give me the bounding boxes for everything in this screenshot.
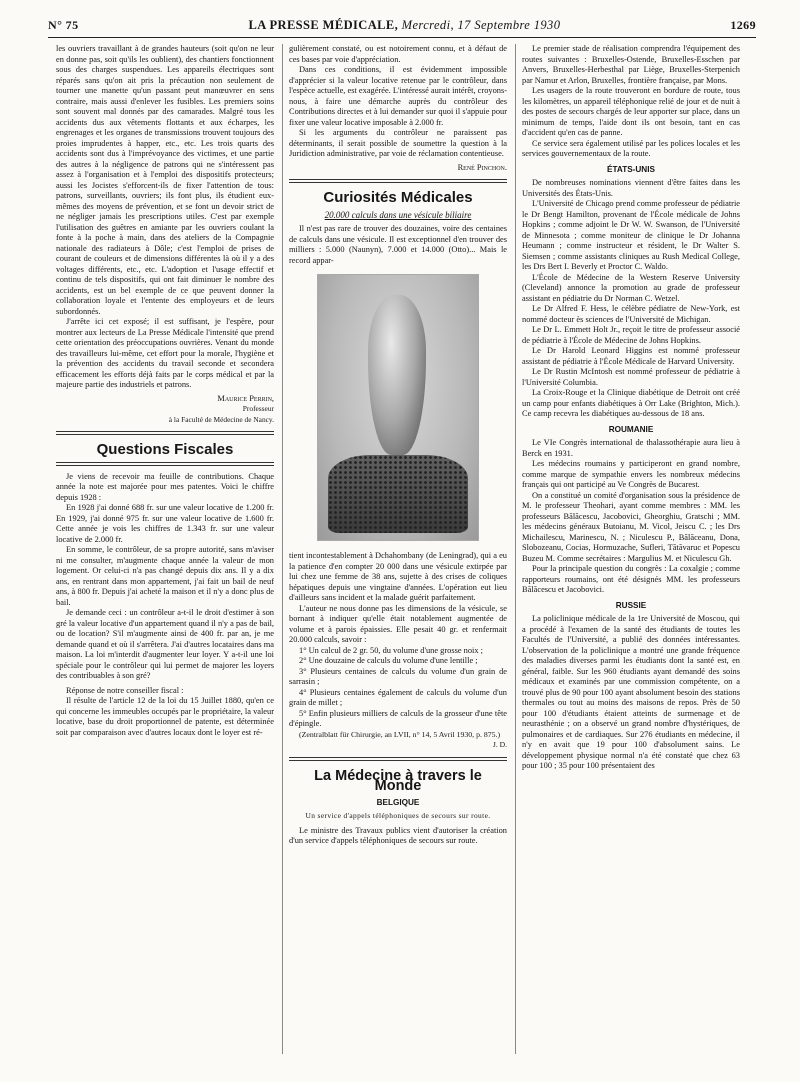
article-subtitle: Un service d'appels téléphoniques de secours sur route.	[305, 811, 491, 820]
paragraph: Le ministre des Travaux publics vient d'autoriser la création d'un service d'appels téléphoniques de secours sur route.	[289, 825, 507, 845]
paragraph: Les médecins roumains y participeront en grand nombre, comme marque de sympathie envers les nombreux médecins français qui ont participé au Ve Congrès de Bucarest.	[522, 459, 740, 489]
column-divider	[282, 44, 283, 1054]
journal-name: LA PRESSE MÉDICALE,	[248, 18, 399, 32]
country-heading: ROUMANIE	[608, 424, 654, 434]
paragraph: L'auteur ne nous donne pas les dimensions de la vésicule, se bornant à indiquer qu'elle était notablement augmentée de volume et à parois épaissies. Elle pesait 40 gr. et renfermait 20.000 calculs, savoir :	[289, 603, 507, 644]
list-item: 4° Plusieurs centaines également de calculs du volume d'un grain de millet ;	[289, 687, 507, 707]
large-calculus-image	[368, 295, 426, 455]
issue-date: Mercredi, 17 Septembre 1930	[401, 18, 561, 32]
paragraph: Réponse de notre conseiller fiscal :	[66, 685, 184, 695]
country-heading: ÉTATS-UNIS	[607, 164, 655, 174]
paragraph: Le Dr Rustin McIntosh est nommé professeur de pédiatrie à l'Université Columbia.	[522, 367, 740, 387]
paragraph: tient incontestablement à Dchahombany (de Leningrad), qui a eu la patience d'en compter 20 000 dans une vésicule extirpée par lui chez une femme de 38 ans, sujette à des crises de coliques hépatiques depuis une vingtaine d'années. L'opération eut lieu d'ailleurs sans incident et la malade guérit parfaitement.	[289, 551, 507, 602]
paragraph: L'École de Médecine de la Western Reserve University (Cleveland) annonce la promotion au grade de professeur assistant en pédiatrie du Dr Norman C. Wetzel.	[522, 272, 740, 303]
paragraph: On a constitué un comité d'organisation sous la présidence de M. le professeur Theohari, ayant comme membres : MM. les professeurs Bălăcescu, Jacobovici, Gheorghiu, Gratschi ; MM. les médecins généraux Butoianu, M. Vicol, Jeiscu C. ; les Drs Michailescu, Marinescu, N. ; Niculescu P., Bălăceanu, Dona, Slobozeanu, Cocias, Hormuzache, Sufleri, Tătăvaruc et Popescu Buzeu M. Comme secrétaires : Margulius M. et Niculescu Gh.	[522, 490, 740, 563]
list-item: 2° Une douzaine de calculs du volume d'une lentille ;	[299, 656, 478, 665]
paragraph: Pour la principale question du congrès : La coxalgie ; comme rapporteurs roumains, ont été désignés MM. les professeurs Bălăcescu et Jacobovici.	[522, 564, 740, 594]
citation: (Zentralblatt für Chirurgie, an LVII, n° 14, 5 Avril 1930, p. 875.)	[299, 729, 501, 739]
paragraph: La Croix-Rouge et la Clinique diabétique de Detroit ont créé un camp pour enfants diabétiques à Orr Lake (Brighton, Mich.). Ce camp recevra les diabétiques au-dessous de 18 ans.	[522, 388, 740, 418]
paragraph: Les usagers de la route trouveront en bordure de route, tous les kilomètres, un appareil téléphonique relié de jour et de nuit à des postes de secours chargés de leur apporter sur place, dans un minimum de temps, l'aide dont ils ont besoin, tant en cas d'accident qu'en cas de panne.	[522, 86, 740, 137]
paragraph: Le Dr Harold Leonard Higgins est nommé professeur assistant de pédiatrie à l'École Médicale de Harvard University.	[522, 346, 740, 366]
section-title-curiosites: Curiosités Médicales	[323, 189, 473, 206]
paragraph: En 1928 j'ai donné 688 fr. sur une valeur locative de 1.200 fr. En 1929, j'ai donné 975 fr. sur une valeur locative de 1.600 fr. Cette année je vois les chiffres de 1.343 fr. sur une valeur locative de 2.000 fr.	[56, 503, 274, 544]
header-rule	[48, 37, 756, 38]
country-heading: RUSSIE	[615, 600, 647, 610]
author-signature: René Pinchon.	[457, 162, 507, 172]
country-heading: BELGIQUE	[376, 797, 420, 807]
author-signature: Maurice Perrin,	[217, 393, 274, 403]
paragraph: Le VIe Congrès international de thalassothérapie aura lieu à Berck en 1931.	[522, 438, 740, 458]
list-item: 3° Plusieurs centaines de calculs du volume d'un grain de sarrasin ;	[289, 666, 507, 686]
column-divider	[515, 44, 516, 1054]
page-number: 1269	[730, 18, 756, 32]
paragraph: les ouvriers travaillant à de grandes hauteurs (soit qu'on ne leur en donne pas, soit qu'ils les oublient), des chantiers fonctionnent sous des charges suspendues. Les appareils électriques sont réparés sans qu'on ait pris la précaution non seulement de tourner une manette qu'un passant peut manœuvrer en sens contraire, mais aussi d'enlever les fusibles. Les premiers soins sont souvent mal donnés par des camarades. Malgré tous les accidents dus aux vêtements flottants et aux écharpes, les engrenages et les organes de transmissions trouvent toujours des proies imprudentes à happer, etc., etc. Les trois quarts des accidents sont dus à l'imprévoyance des victimes, et une partie des autres à la négligence de patrons qui ne s'intéressent pas assez à l'organisation et à l'emploi des dispositifs protecteurs; aussi les Jocistes s'efforcent-ils de fixer l'attention de tous: patrons, surveillants, ouvriers; ils font plus, ils étudient eux-mêmes des moyens de prévention, et se font un devoir strict de ne négliger jamais les prescriptions utiles. C'est par exemple l'utilisation des guêtres en amiante par les ouvriers coulant la fonte à la poche à main, dans des ateliers de la Compagnie nationale des radiateurs à Dôle; c'est l'emploi de prises de courant de couleurs et de dimensions différentes là où il y a des voltages différents, etc., etc. L'adoption et l'usage effectif et continu de tels dispositifs, qui ont fait diminuer le nombre des accidents, est un bel exemple de ce que peuvent donner la collaboration loyale et l'entente des employeurs et de leurs subordonnés.	[56, 44, 274, 316]
paragraph: En somme, le contrôleur, de sa propre autorité, sans m'aviser ni me consulter, m'augmente chaque année la valeur de mon logement. Or celui-ci n'a pas changé depuis dix ans. Il y a dix ans, en rentrant dans mon appartement, j'ai fait un bail de neuf ans, à 800 fr. Depuis j'ai acheté la maison et il n'y a donc plus de bail.	[56, 545, 274, 607]
paragraph: J'arrête ici cet exposé; il est suffisant, je l'espère, pour montrer aux lecteurs de La Presse Médicale l'intensité que prend cette orientation des préoccupations ouvrières. Venant du monde des travailleurs lui-même, cet effort pour la morale, l'hygiène et la prévention des accidents du travail seconde et secondera efficacement les efforts déjà faits par le corps médical et par la majeure partie des industriels et patrons.	[56, 317, 274, 389]
section-title-medecine-monde: La Médecine à travers le Monde	[314, 767, 482, 794]
small-calculi-image	[328, 455, 468, 533]
issue-number: N° 75	[48, 18, 79, 32]
paragraph: Il n'est pas rare de trouver des douzaines, voire des centaines de calculs dans une vésicule. Il est exceptionnel d'en trouver des milliers : 5.000 (Naunyn), 7.000 et 14.000 (Otto)... Mais le record appar-	[289, 224, 507, 265]
paragraph: Le Dr L. Emmett Holt Jr., reçoit le titre de professeur associé de pédiatrie à l'École de Médecine de Johns Hopkins.	[522, 325, 740, 345]
paragraph: De nombreuses nominations viennent d'être faites dans les Universités des États-Unis.	[522, 178, 740, 198]
column-3	[522, 44, 740, 1054]
paragraph: La policlinique médicale de la 1re Université de Moscou, qui a procédé à l'examen de la santé des étudiants de toutes les Facultés de l'Université, a publié des données intéressantes. L'observation de la policlinique a montré une grande fréquence des maladies diverses parmi les étudiants dont la santé est, en général, faible. Sur les 960 étudiants ayant demandé des soins médicaux et examinés par une commission compétente, on a trouvé plus de 90 pour 100 ayant absolument besoin des stations thermales ou tout au moins des maisons de repos. Près de 50 pour 100 d'étudiants étaient atteints de surmenage et de neurasthénie ; on a observé un grand nombre d'hystériques, de pulmonaires et de cardiaques. Sur 276 étudiants en médecine, il n'y en avait que 19 pour 100 d'absolument sains. Le développement physique normal n'a été constaté que chez 63 pour 100 ; 35 pour 100 présentaient des	[522, 614, 740, 770]
paragraph: Je demande ceci : un contrôleur a-t-il le droit d'estimer à son gré la valeur locative d'un appartement quand il n'y a pas de bail, ou de location? S'il m'augmente ainsi de 400 fr. par an, je me demande quand et où il s'arrêtera. J'ai d'autres locataires dans ma maison. La loi m'interdit d'augmenter leur loyer. Y a-t-il une loi spéciale pour le contrôleur qui lui permet de majorer les loyers des contribuables à son gré?	[56, 608, 274, 680]
column-1	[56, 44, 274, 1054]
section-title-questions-fiscales: Questions Fiscales	[96, 441, 234, 458]
page-header	[48, 18, 756, 36]
paragraph: Si les arguments du contrôleur ne paraissent pas déterminants, il serait possible de soumettre la question à la Juridiction administrative, par voie de réclamation contentieuse.	[289, 128, 507, 158]
author-initials: J. D.	[492, 740, 507, 749]
paragraph: Dans ces conditions, il est évidemment impossible d'apprécier si la valeur locative retenue par le contrôleur, dans l'espèce actuelle, est exagérée. L'intéressé aurait intérêt, croyons-nous, à faire une démarche auprès du contrôleur des Contributions directes et à lui demander sur quoi il s'appuie pour fixer une valeur locative imposable à 2.000 fr.	[289, 65, 507, 127]
list-item: 1° Un calcul de 2 gr. 50, du volume d'une grosse noix ;	[299, 645, 483, 655]
paragraph: Je viens de recevoir ma feuille de contributions. Chaque année la note est majorée pour mes patentes. Voici le chiffre depuis 1928 :	[56, 471, 274, 502]
list-item: 5° Enfin plusieurs milliers de calculs de la grosseur d'une tête d'épingle.	[289, 708, 507, 728]
author-title: Professeur	[242, 404, 274, 413]
section-divider	[56, 462, 274, 466]
paragraph: gulièrement constaté, ou est notoirement connu, et à défaut de ces bases par voie d'appréciation.	[289, 44, 507, 64]
article-heading: 20.000 calculs dans une vésicule biliaire	[324, 209, 472, 220]
gallstone-photo	[317, 274, 479, 541]
paragraph: Le Dr Alfred F. Hess, le célèbre pédiatre de New-York, est nommé docteur ès sciences de l'Université de Michigan.	[522, 304, 740, 324]
paragraph: Il résulte de l'article 12 de la loi du 15 Juillet 1880, qu'en ce qui concerne les immeubles occupés par le propriétaire, la valeur locative, base du droit proportionnel de patente, est déterminée soit par comparaison avec d'autres locaux dont le loyer est ré-	[56, 696, 274, 737]
section-divider	[289, 179, 507, 183]
paragraph: L'Université de Chicago prend comme professeur de pédiatrie le Dr Bengt Hamilton, provenant de l'École médicale de Johns Hopkins ; comme adjoint le Dr W. W. Swanson, de l'Université de Minnesota ; comme moniteur de clinique le Dr Johanna Heumann ; comme instructeur et résident, le Dr Walter S. Siemsen ; comme assistants cliniques au Rush Medical College, les Drs Bert I. Beverly et Proctor C. Waldo.	[522, 199, 740, 271]
author-affiliation: à la Faculté de Médecine de Nancy.	[168, 414, 274, 424]
paragraph: Ce service sera également utilisé par les polices locales et les services gouvernementaux de la route.	[522, 138, 740, 158]
section-divider	[56, 431, 274, 435]
journal-title	[248, 18, 560, 33]
section-divider	[289, 757, 507, 761]
column-2	[289, 44, 507, 1054]
paragraph: Le premier stade de réalisation comprendra l'équipement des routes suivantes : Bruxelles-Ostende, Bruxelles-Esschen par Anvers, Bruxelles-Herbesthal par Liège, Bruxelles-Sterpenich par Namur et Arlon, Bruxelles, frontière française, par Mons.	[522, 44, 740, 85]
